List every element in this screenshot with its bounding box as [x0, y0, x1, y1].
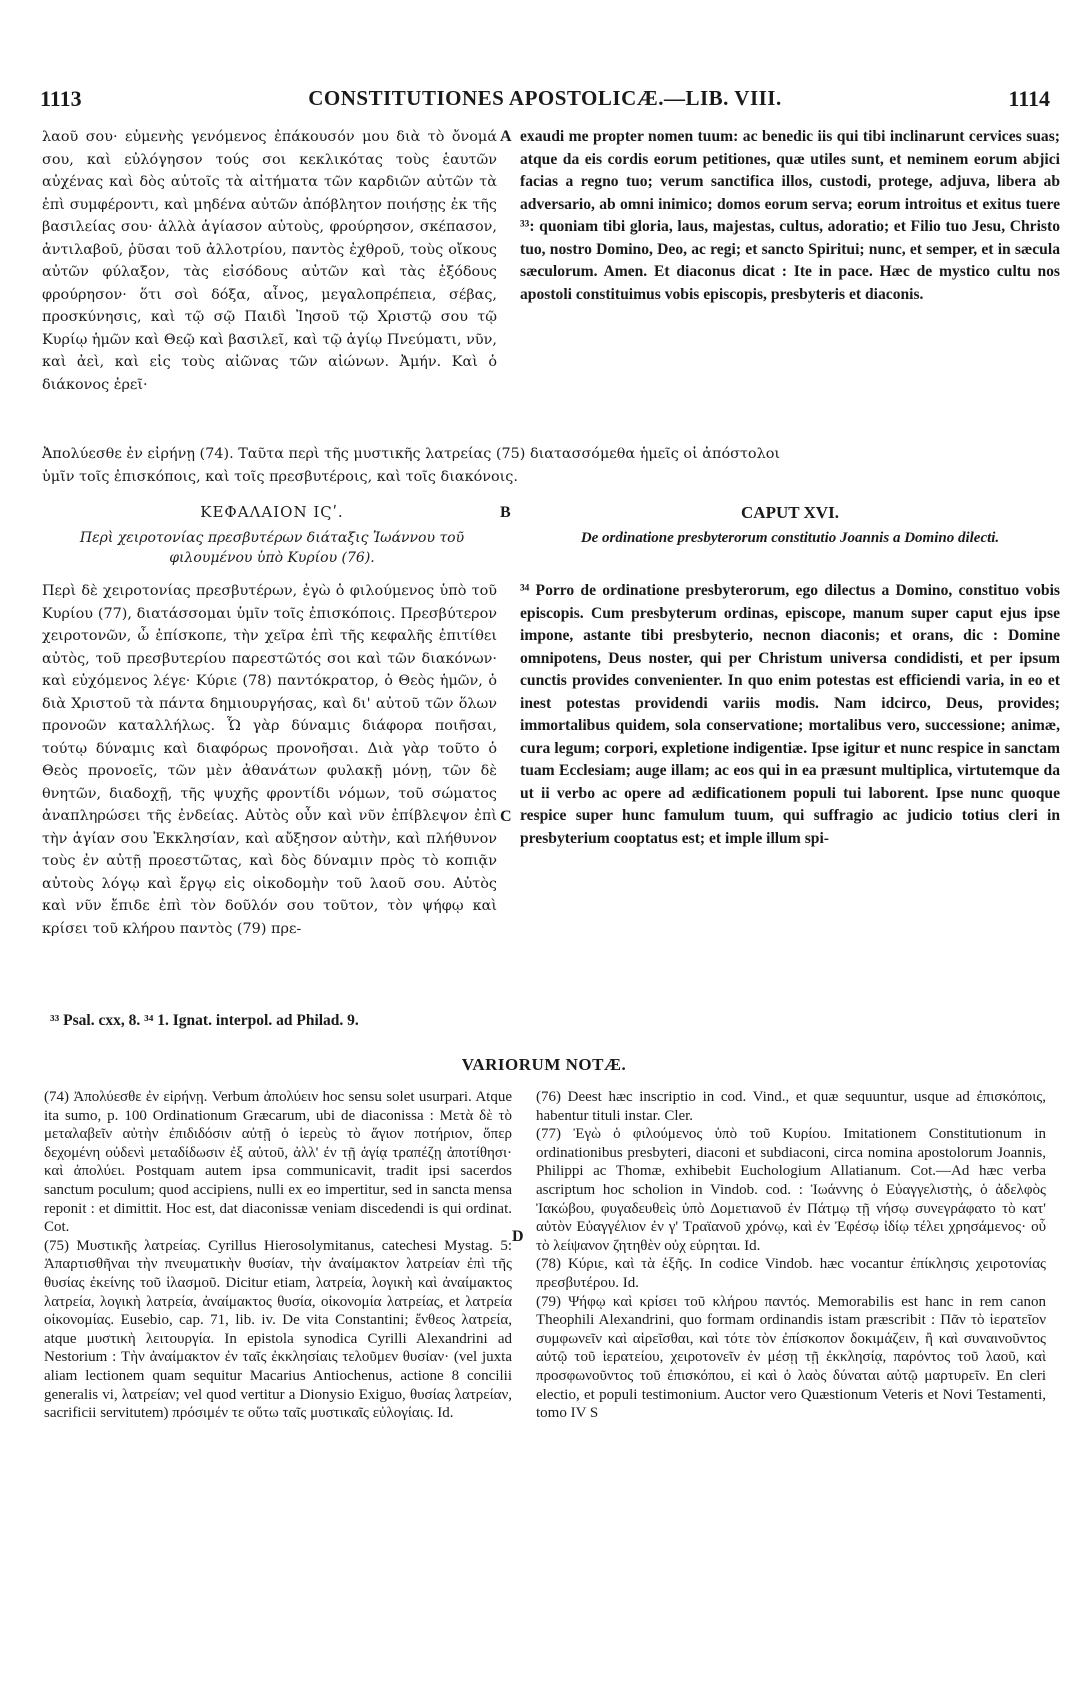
note-74: (74) Ἀπολύεσθε ἐν εἰρήνῃ. Verbum ἀπολύειν hoc sensu solet usurpari. Atque ita sumo, p. 100 Ordinationum Græcarum, ubi de diaconissa : Μετὰ δὲ τὸ μεταλαβεῖν αὐτὴν ἐπιδιδόσιν αὐτῇ ὁ ἱερεὺς τὸ ἅγιον ποτήριον, ὅπερ δεχομένη οὐδενὶ μεταδίδωσιν ἐξ αὐτοῦ, ἀλλ' ἐν τῇ ἁγίᾳ τραπέζῃ ἀποτίθησι· καὶ ἀπολύει. Postquam autem ipsa communicavit, tradit ipsi sacerdos sanctum poculum; quod accipiens, nulli ex eo impertitur, sed in sancta mensa reponit : et dimittit. Hoc est, dat diaconissæ veniam discedendi is qui ordinat. Cot. — [44, 1089, 512, 1236]
latin-prayer-text: exaudi me propter nomen tuum: ac benedic iis qui tibi inclinarunt cervices suas; atque da eis cordis eorum petitiones, quæ utiles sunt, et neminem eorum abjici facias a regno tuo; verum sanctifica illos, custodi, protege, adjuva, libera ab adversario, ab omni inimico; domos eorum serva; eorum introitus et exitus tuere ³³: quoniam tibi gloria, laus, majestas, cultus, adoratio; et Filio tuo Jesu, Christo tuo, nostro Domino, Deo, ac regi; et sancto Spiritui; nunc, et semper, et in sæcula sæculorum. Amen. Et diaconus dicat : Ite in pace. Hæc de mystico cultu nos apostoli constituimus vobis episcopis, presbyteris et diaconis. — [520, 128, 1060, 303]
full-width-line-1: Ἀπολύεσθε ἐν εἰρήνῃ (74). Ταῦτα περὶ τῆς μυστικῆς λατρείας (75) διατασσόμεθα ἡμεῖς οἱ ἀπόστολοι — [42, 446, 781, 462]
page-number-left: 1113 — [40, 86, 82, 111]
note-78: (78) Κύριε, καὶ τὰ ἑξῆς. In codice Vindob. hæc vocantur ἐπίκλησις χειροτονίας πρεσβυτέρου. Id. — [536, 1256, 1046, 1291]
latin-chapter-heading: CAPUT XVI. — [741, 503, 839, 522]
margin-letter-c: C — [500, 808, 512, 825]
running-title: CONSTITUTIONES APOSTOLICÆ.—LIB. VIII. — [308, 86, 782, 110]
note-77: (77) Ἐγὼ ὁ φιλούμενος ὑπὸ τοῦ Κυρίου. Imitationem Constitutionum in ordinationibus presbyteri, diaconi et subdiaconi, circa nomina apostolorum Joannis, Philippi ac Thomæ, exhibebit Euchologium Allatianum. Cot.—Ad hæc verba ascriptum hoc scholion in Vindob. cod. : Ἰωάννης ὁ Εὐαγγελιστὴς, ὁ ἀδελφὸς Ἰακώβου, φυγαδευθεὶς ὑπὸ Δομετιανοῦ ἐν Πάτμῳ τῇ νήσῳ συνεγράφατο τὸ κατ' αὐτὸν Εὐαγγέλιον ἐν γ' Τραϊανοῦ χρόνῳ, καὶ ἐν Ἐφέσῳ ἰδίῳ τέλει χρησάμενος· οὗ τὸ λείψανον ζητηθὲν οὐχ εὑρηται. Id. — [536, 1126, 1046, 1254]
notes-heading: VARIORUM NOTÆ. — [461, 1055, 627, 1074]
page-number-right: 1114 — [1008, 86, 1050, 111]
note-76: (76) Deest hæc inscriptio in cod. Vind., et quæ sequuntur, usque ad ἐπισκόποις, habentur tituli instar. Cler. — [536, 1089, 1046, 1124]
footnotes: ³³ Psal. cxx, 8. ³⁴ 1. Ignat. interpol. ad Philad. 9. — [50, 1012, 359, 1029]
margin-letter-a: A — [500, 128, 512, 145]
note-79: (79) Ψήφῳ καὶ κρίσει τοῦ κλήρου παντός. Memorabilis est hanc in rem canon Theophili Alexandrini, quo formam ordinandis istam præscribit : Πᾶν τὸ ἱερατεῖον συμφωνεῖν καὶ αἱρεῖσθαι, καὶ τότε τὸν ἐπίσκοπον δοκιμάζειν, ἢ καὶ συναινοῦντος αὐτῷ τοῦ ἱερατείου, χειροτονεῖν ἐν μέσῃ τῇ ἐκκλησίᾳ, παρόντος τοῦ λαοῦ, καὶ προσφωνοῦντος τοῦ ἐπισκόπου, εἰ καὶ ὁ λαὸς δύναται αὐτῷ μαρτυρεῖν. En cleri electio, et populi testimonium. Auctor vero Quæstionum Veteris et Novi Testamenti, tomo IV S — [536, 1293, 1046, 1422]
latin-column-upper — [520, 126, 1060, 306]
greek-column-chapter — [42, 580, 497, 940]
greek-chapter-text: Περὶ δὲ χειροτονίας πρεσβυτέρων, ἐγὼ ὁ φιλούμενος ὑπὸ τοῦ Κυρίου (77), διατάσσομαι ὑμῖν τοῖς ἐπισκόποις. Πρεσβύτερον χειροτονῶν, ὦ ἐπίσκοπε, τὴν χεῖρα ἐπὶ τῆς κεφαλῆς ἐπιτίθει αὐτὸς, τοῦ πρεσβυτερίου παρεστῶτός σοι καὶ τῶν διακόνων· καὶ εὐχόμενος λέγε· Κύριε (78) παντόκρατορ, ὁ Θεὸς ἡμῶν, ὁ διὰ Χριστοῦ τὰ πάντα δημιουργήσας, καὶ δι' αὐτοῦ τῶν ὅλων προνοῶν καταλλήλως. Ὧ γὰρ δύναμις διάφορα ποιῆσαι, τούτῳ δύναμις καὶ διαφόρως προνοῆσαι. Διὰ γὰρ τοῦτο ὁ Θεὸς προνοεῖς, τῶν μὲν ἀθανάτων φυλακῇ μόνῃ, τῶν δὲ θνητῶν, διαδοχῇ, τῆς ψυχῆς φροντίδι νόμων, τοῦ σώματος ἀναπληρώσει τῆς ἐνδείας. Αὐτὸς οὖν καὶ νῦν ἐπίβλεψον ἐπὶ τὴν ἁγίαν σου Ἐκκλησίαν, καὶ αὔξησον αὐτὴν, καὶ πλήθυνον τοὺς ἐν αὐτῇ προεστῶτας, καὶ δὸς δύναμιν πρὸς τὸ κοπιᾷν αὐτοὺς λόγῳ καὶ ἔργῳ εἰς οἰκοδομὴν τοῦ λαοῦ σου. Αὐτὸς καὶ νῦν ἔπιδε ἐπὶ τὸν δοῦλόν σου τοῦτον, τὸν ψήφῳ καὶ κρίσει τοῦ κλήρου παντὸς (79) πρε- — [42, 583, 497, 937]
latin-chapter-title: De ordinatione presbyterorum constitutio Joannis a Domino dilecti. — [580, 530, 1000, 546]
margin-letter-b: B — [500, 504, 511, 521]
latin-chapter-text: ³⁴ Porro de ordinatione presbyterorum, ego dilectus a Domino, constituo vobis episcopis. Cum presbyterum ordinas, episcope, manum super caput ejus ipse impone, astante tibi presbyterio, necnon diaconis; et orans, dic : Domine omnipotens, Deus noster, qui per Christum universa condidisti, et per ipsum cunctis provides convenienter. In quo enim potestas est efficiendi varia, in eo et inest potestas providendi variis modis. Nam idcirco, Deus, provides; immortalibus quidem, sola conservatione; mortalibus vero, successione; animæ, cura legum; corpori, expletione indigentiæ. Ipse igitur et nunc respice in sanctam tuam Ecclesiam; auge illam; ac eos qui in ea præsunt multiplica, virtutemque da ut ii verbo ac opere ad ædificationem populi tui laborent. Ipse nunc quoque respice super hunc famulum tuum, qui suffragio ac judicio totius cleri in presbyterium cooptatus est; et imple illum spi- — [520, 582, 1060, 847]
notes-right-column — [536, 1088, 1046, 1423]
greek-prayer-text: λαοῦ σου· εὐμενὴς γενόμενος ἐπάκουσόν μου διὰ τὸ ὄνομά σου, καὶ εὐλόγησον τούς σοι κεκλικότας τοὺς ἑαυτῶν αὐχένας καὶ δὸς αὐτοῖς τὰ αἰτήματα τῶν καρδιῶν αὐτῶν τὰ ἐπὶ συμφέροντι, καὶ μηδένα αὐτῶν ἀπόβλητον ποιήσῃς ἐκ τῆς βασιλείας σου· ἀλλὰ ἁγίασον αὐτοὺς, φρούρησον, σκέπασον, ἀντιλαβοῦ, ῥῦσαι τοῦ ἀλλοτρίου, παντὸς ἐχθροῦ, τοὺς οἴκους αὐτῶν φύλαξον, τὰς εἰσόδους αὐτῶν καὶ τὰς ἐξόδους φρούρησον· ὅτι σοὶ δόξα, αἶνος, μεγαλοπρέπεια, σέβας, προσκύνησις, καὶ τῷ σῷ Παιδὶ Ἰησοῦ τῷ Χριστῷ σου τῷ Κυρίῳ ἡμῶν καὶ Θεῷ καὶ βασιλεῖ, καὶ τῷ ἁγίῳ Πνεύματι, νῦν, καὶ ἀεὶ, καὶ εἰς τοὺς αἰῶνας τῶν αἰώνων. Ἀμήν. Καὶ ὁ διάκονος ἐρεῖ· — [42, 129, 497, 393]
greek-chapter-title: Περὶ χειροτονίας πρεσβυτέρων διάταξις Ἰωάννου τοῦ φιλουμένου ὑπὸ Κυρίου (76). — [79, 530, 465, 566]
notes-left-column — [44, 1088, 512, 1423]
note-75: (75) Μυστικῆς λατρείας. Cyrillus Hierosolymitanus, catechesi Mystag. 5: Ἀπαρτισθῆναι τὴν πνευματικὴν θυσίαν, τὴν ἀναίμακτον λατρείαν ἐπὶ τῆς θυσίας ἐκείνης τοῦ ἱλασμοῦ. Dicitur etiam, λατρεία, λογικὴ καὶ ἀναίμακτος λατρεία, λογικὴ λατρεία, ἀναίμακτος θυσία, οἰκονομία λατρείας, et λατρεία οἰκονομίας. Eusebio, cap. 71, lib. iv. De vita Constantini; ἔνθεος λατρεία, atque μυστικὴ λειτουργία. In epistola synodica Cyrilli Alexandrini ad Nestorium : Τὴν ἀναίμακτον ἐν ταῖς ἐκκλησίαις τελοῦμεν θυσίαν· (vel juxta aliam lectionem quam sequitur Macarius Antiochenus, actione 8 concilii generalis vi, λατρείαν; vel quod vertitur a Dionysio Exiguo, θυσίας λατρείαν, sacrificii servitutem) πρόσιμέν τε οὕτω ταῖς μυστικαῖς εὐλογίαις. Id. — [44, 1237, 512, 1422]
full-width-line-2: ὑμῖν τοῖς ἐπισκόποις, καὶ τοῖς πρεσβυτέροις, καὶ τοῖς διακόνοις. — [42, 469, 518, 485]
greek-chapter-heading: ΚΕΦΑΛΑΙΟΝ ΙϚʹ. — [200, 503, 344, 521]
greek-column-upper — [42, 126, 497, 396]
running-header — [40, 86, 1050, 116]
latin-column-chapter — [520, 580, 1060, 850]
margin-letter-d: D — [512, 1228, 524, 1245]
